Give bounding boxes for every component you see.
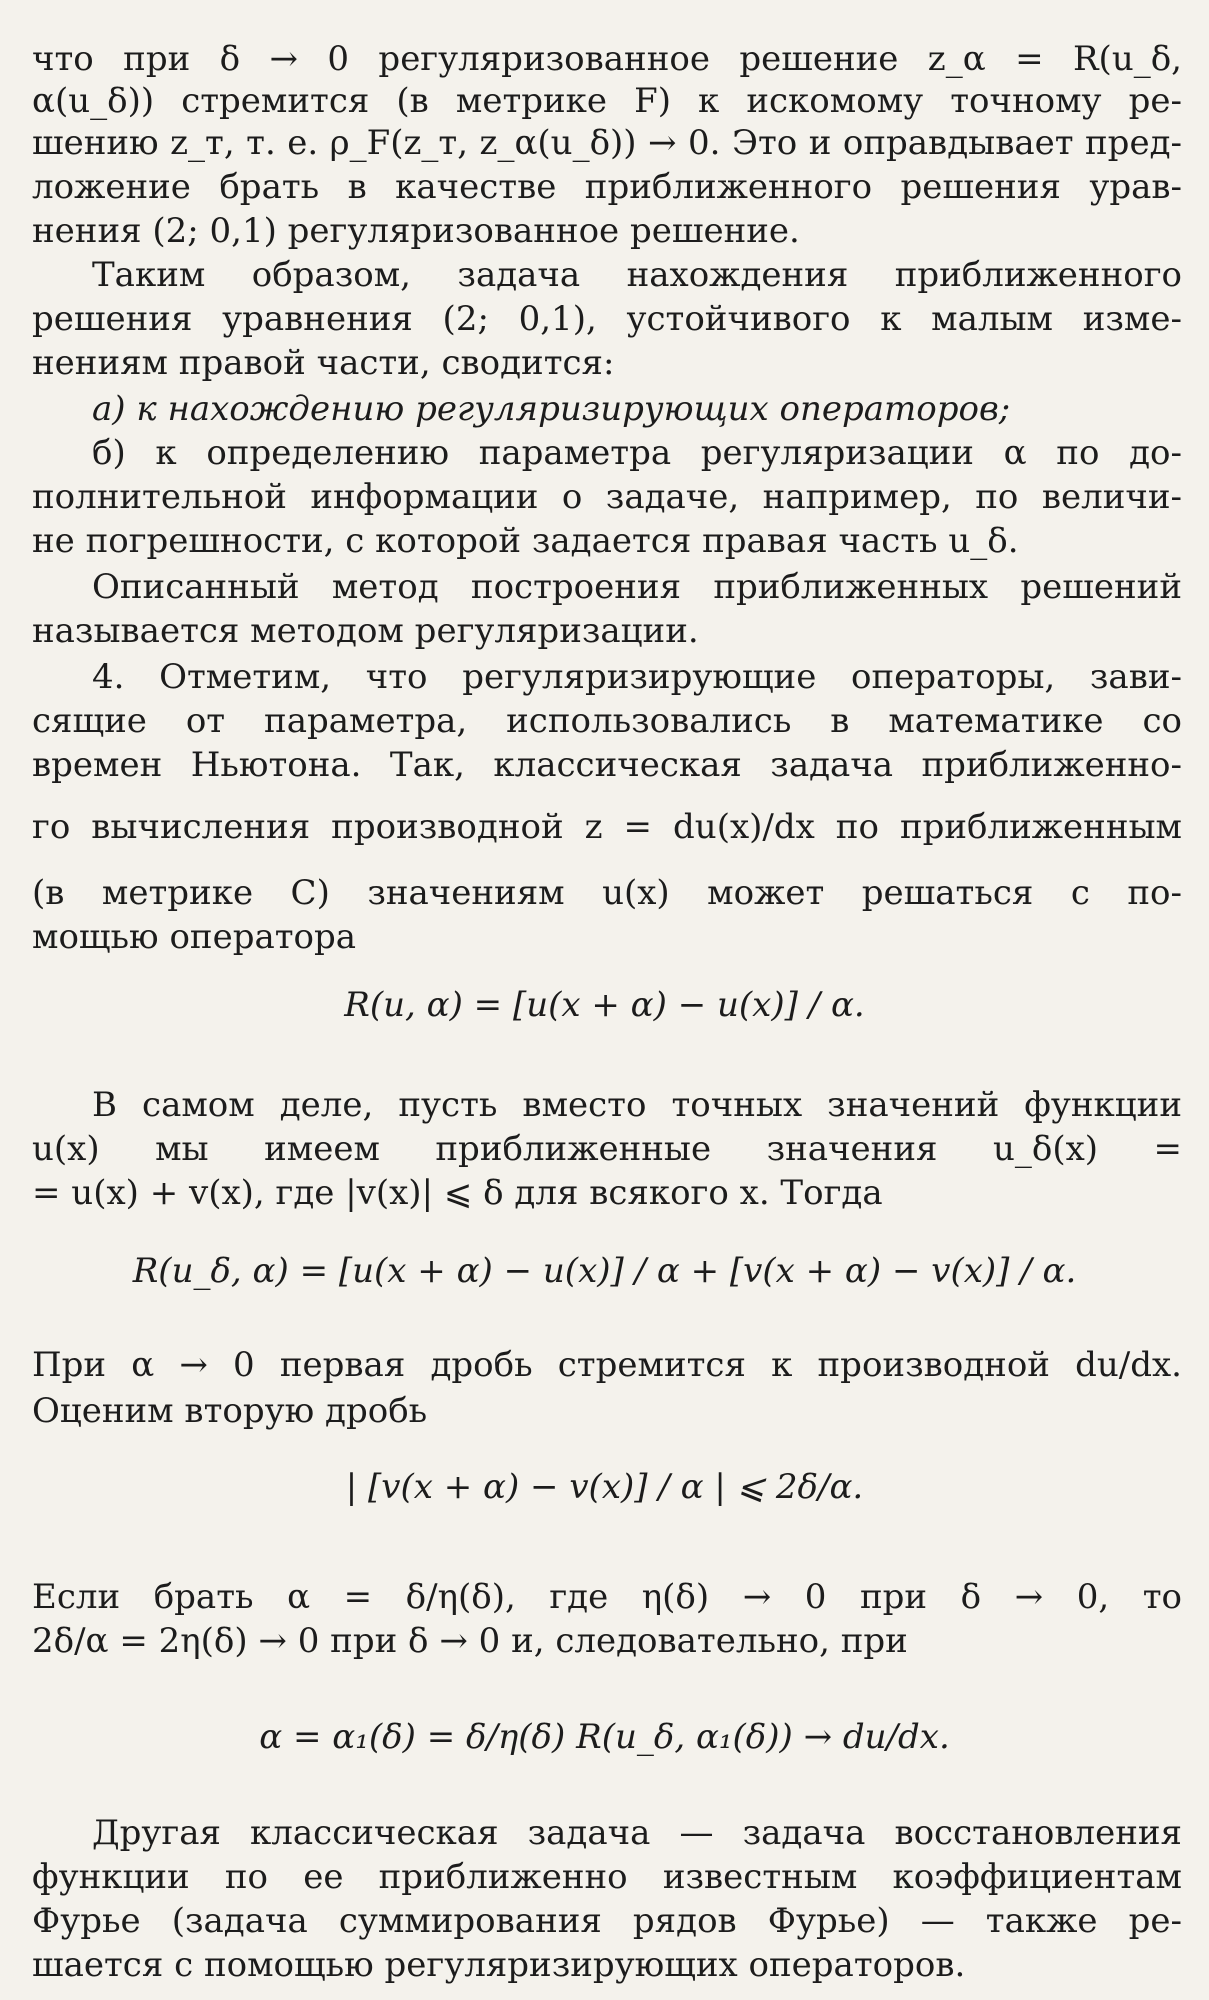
formula-limit: α = α₁(δ) = δ/η(δ) R(u_δ, α₁(δ)) → du/dx.	[259, 1717, 950, 1757]
formula-operator: R(u, α) = [u(x + α) − u(x)] / α.	[344, 985, 865, 1025]
text-line: мощью оператора	[32, 917, 357, 957]
text-line: нениям правой части, сводится:	[32, 343, 615, 383]
text-line: сящие от параметра, использовались в математике со	[32, 701, 1182, 741]
text-line: α(u_δ)) стремится (в метрике F) к искомому точному ре-	[32, 81, 1182, 121]
text-line: решения уравнения (2; 0,1), устойчивого к малым изме-	[32, 299, 1182, 339]
text-line: времен Ньютона. Так, классическая задача приближенно-	[32, 745, 1182, 785]
text-line: Оценим вторую дробь	[32, 1391, 428, 1431]
text-line: При α → 0 первая дробь стремится к производной du/dx.	[32, 1345, 1182, 1385]
list-item-b: б) к определению параметра регуляризации α по до-	[92, 433, 1182, 473]
text-line: Описанный метод построения приближенных решений	[92, 567, 1182, 607]
text-line: го вычисления производной z = du(x)/dx по приближенным	[32, 807, 1182, 847]
text-line: В самом деле, пусть вместо точных значений функции	[92, 1085, 1182, 1125]
text-line: полнительной информации о задаче, например, по величи-	[32, 477, 1182, 517]
text-line: Если брать α = δ/η(δ), где η(δ) → 0 при δ → 0, то	[32, 1577, 1182, 1617]
text-line: u(x) мы имеем приближенные значения u_δ(x) =	[32, 1129, 1182, 1169]
formula-estimate: | [v(x + α) − v(x)] / α | ⩽ 2δ/α.	[345, 1467, 864, 1507]
text-line: не погрешности, с которой задается правая часть u_δ.	[32, 521, 1019, 561]
section-4-start: 4. Отметим, что регуляризирующие операторы, зави-	[92, 657, 1182, 697]
text-line: что при δ → 0 регуляризованное решение z_α = R(u_δ,	[32, 39, 1182, 79]
text-line: Фурье (задача суммирования рядов Фурье) — также ре-	[32, 1901, 1182, 1941]
text-line: (в метрике C) значениям u(x) может решаться с по-	[32, 873, 1182, 913]
formula-perturbed-operator: R(u_δ, α) = [u(x + α) − u(x)] / α + [v(x + α) − v(x)] / α.	[132, 1251, 1077, 1291]
text-line: функции по ее приближенно известным коэффициентам	[32, 1857, 1182, 1897]
text-line: 2δ/α = 2η(δ) → 0 при δ → 0 и, следовательно, при	[32, 1621, 908, 1661]
text-line: Таким образом, задача нахождения приближенного	[92, 255, 1182, 295]
list-item-a: а) к нахождению регуляризирующих операторов;	[92, 389, 1011, 429]
text-line: = u(x) + v(x), где |v(x)| ⩽ δ для всякого x. Тогда	[32, 1173, 883, 1213]
text-line: Другая классическая задача — задача восстановления	[92, 1813, 1182, 1853]
text-line: ложение брать в качестве приближенного решения урав-	[32, 167, 1182, 207]
text-line: шается с помощью регуляризирующих операторов.	[32, 1945, 966, 1985]
text-line: нения (2; 0,1) регуляризованное решение.	[32, 211, 800, 251]
text-line: называется методом регуляризации.	[32, 611, 699, 651]
text-line: шению z_т, т. е. ρ_F(z_т, z_α(u_δ)) → 0. Это и оправдывает пред-	[32, 123, 1182, 163]
